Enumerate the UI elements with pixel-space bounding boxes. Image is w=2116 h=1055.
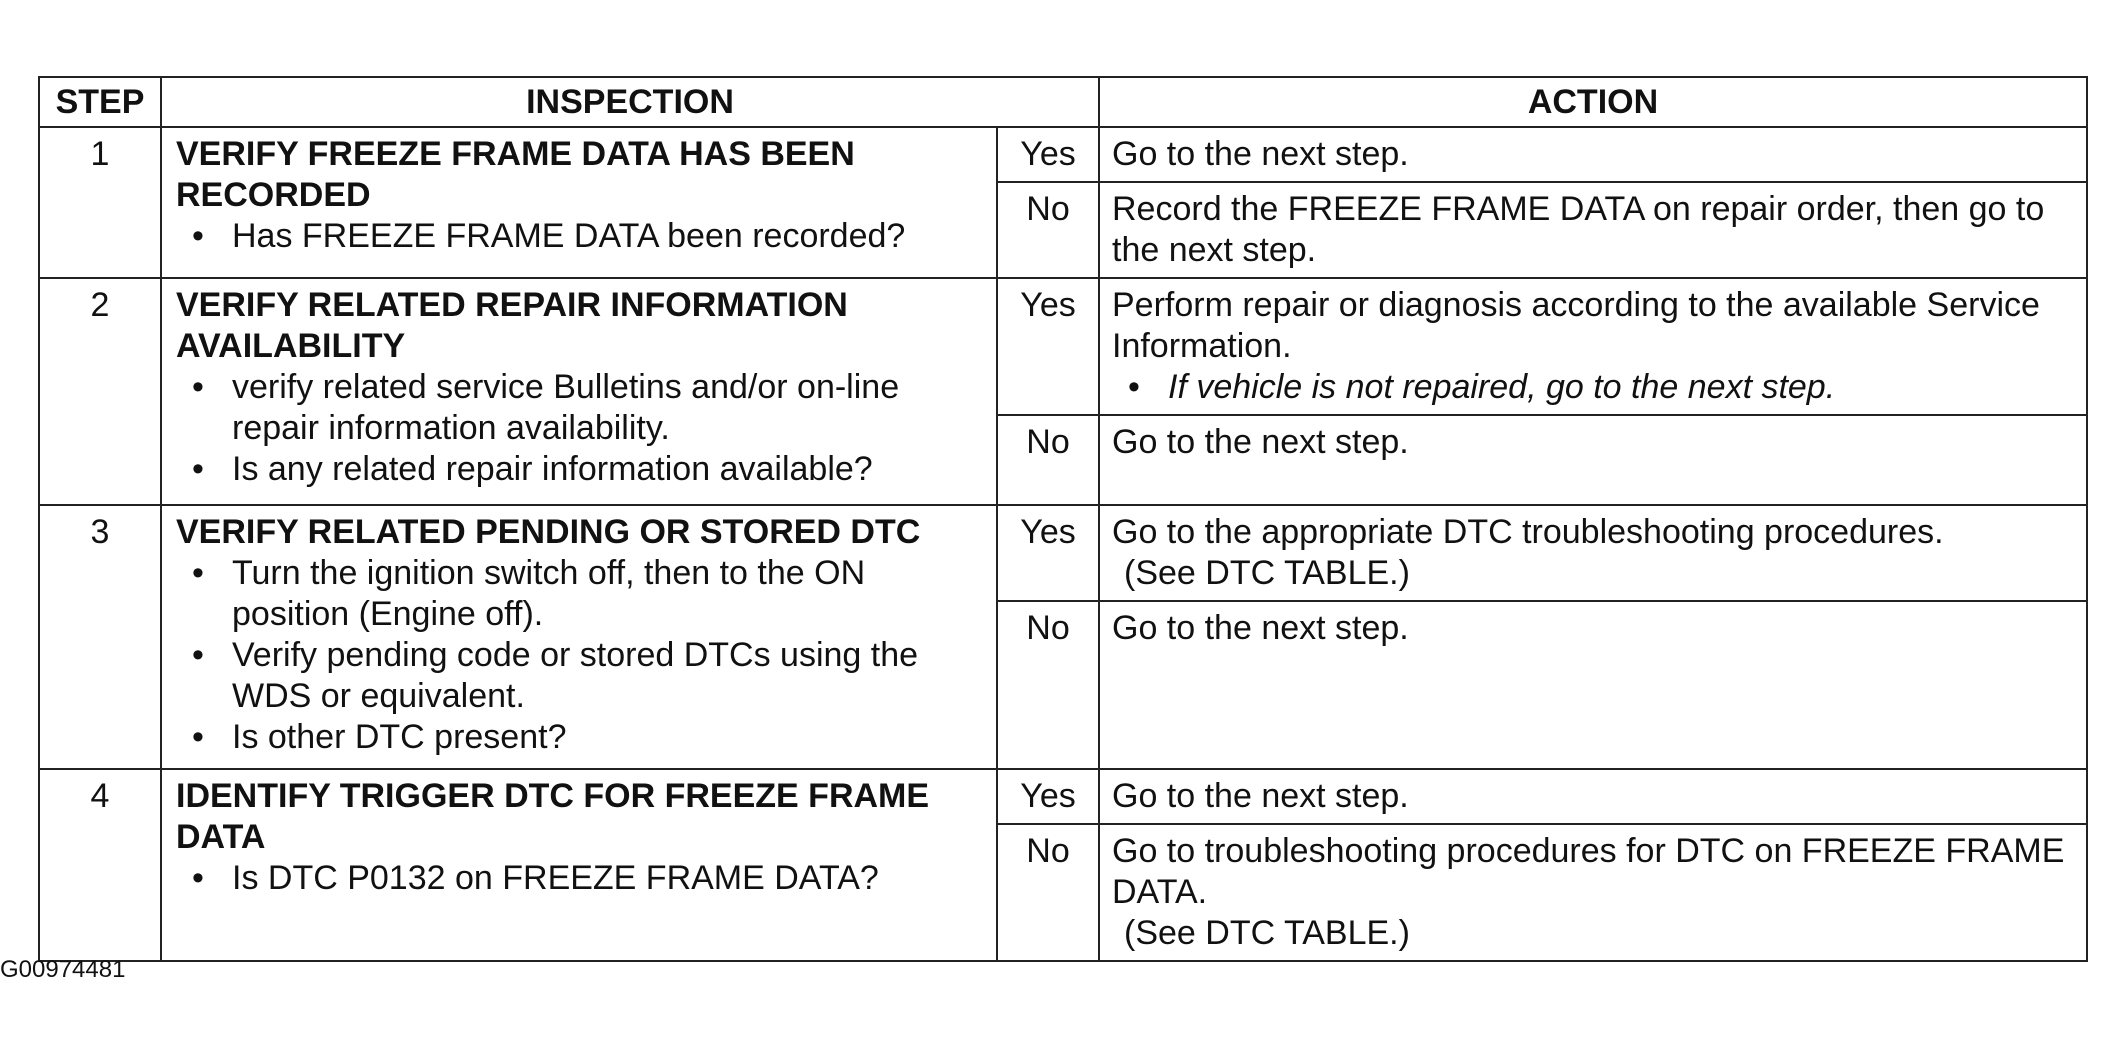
- inspection-title: VERIFY RELATED REPAIR INFORMATION AVAILABILITY: [176, 286, 848, 365]
- yes-action: Go to the next step.: [1099, 127, 2087, 182]
- yes-action: Perform repair or diagnosis according to the available Service Information.: [1112, 286, 2040, 365]
- yes-action: Go to the next step.: [1099, 769, 2087, 824]
- no-action: Go to the next step.: [1099, 601, 2087, 769]
- no-action: Go to the next step.: [1099, 415, 2087, 505]
- no-action: Go to troubleshooting procedures for DTC on FREEZE FRAME DATA.: [1112, 832, 2065, 911]
- header-inspection: INSPECTION: [161, 77, 1099, 127]
- no-label: No: [997, 415, 1099, 505]
- inspection-bullet: • Is other DTC present?: [232, 717, 986, 758]
- inspection-bullet: • verify related service Bulletins and/or on-line repair information availability.: [232, 367, 986, 449]
- yes-label: Yes: [997, 769, 1099, 824]
- yes-action-note: (See DTC TABLE.): [1124, 554, 1410, 592]
- inspection-cell: [161, 505, 997, 769]
- inspection-title: IDENTIFY TRIGGER DTC FOR FREEZE FRAME DATA: [176, 777, 930, 856]
- no-label: No: [997, 182, 1099, 278]
- no-action-cell: [1099, 824, 2087, 961]
- header-action: ACTION: [1099, 77, 2087, 127]
- inspection-title: VERIFY RELATED PENDING OR STORED DTC: [176, 513, 921, 551]
- action-bullet: • If vehicle is not repaired, go to the next step.: [1168, 367, 2076, 408]
- yes-label: Yes: [997, 278, 1099, 415]
- inspection-bullet: • Is any related repair information available?: [232, 449, 986, 490]
- step-number: 1: [39, 127, 161, 278]
- inspection-bullets: [176, 858, 986, 899]
- inspection-bullet: • Is DTC P0132 on FREEZE FRAME DATA?: [232, 858, 986, 899]
- inspection-cell: [161, 278, 997, 505]
- yes-action: Go to the appropriate DTC troubleshooting procedures.: [1112, 513, 1944, 551]
- diagnostic-table: [38, 76, 2088, 962]
- header-step: STEP: [39, 77, 161, 127]
- figure-code: G00974481: [0, 956, 126, 983]
- no-label: No: [997, 824, 1099, 961]
- yes-action-cell: [1099, 278, 2087, 415]
- inspection-bullet: • Turn the ignition switch off, then to the ON position (Engine off).: [232, 553, 986, 635]
- no-action: Record the FREEZE FRAME DATA on repair order, then go to the next step.: [1099, 182, 2087, 278]
- step-number: 4: [39, 769, 161, 961]
- inspection-cell: [161, 769, 997, 961]
- table-row: [39, 278, 2087, 415]
- inspection-bullet: • Verify pending code or stored DTCs using the WDS or equivalent.: [232, 635, 986, 717]
- header-row: [39, 77, 2087, 127]
- step-number: 3: [39, 505, 161, 769]
- no-action-note: (See DTC TABLE.): [1124, 914, 1410, 952]
- yes-action-cell: [1099, 505, 2087, 601]
- yes-label: Yes: [997, 505, 1099, 601]
- action-bullets: [1112, 367, 2076, 408]
- inspection-bullets: [176, 216, 986, 257]
- inspection-cell: [161, 127, 997, 278]
- yes-label: Yes: [997, 127, 1099, 182]
- inspection-bullets: [176, 367, 986, 490]
- inspection-bullets: [176, 553, 986, 758]
- table-row: [39, 127, 2087, 182]
- step-number: 2: [39, 278, 161, 505]
- inspection-title: VERIFY FREEZE FRAME DATA HAS BEEN RECORDED: [176, 135, 855, 214]
- inspection-bullet: • Has FREEZE FRAME DATA been recorded?: [232, 216, 986, 257]
- table-row: [39, 769, 2087, 824]
- table-row: [39, 505, 2087, 601]
- no-label: No: [997, 601, 1099, 769]
